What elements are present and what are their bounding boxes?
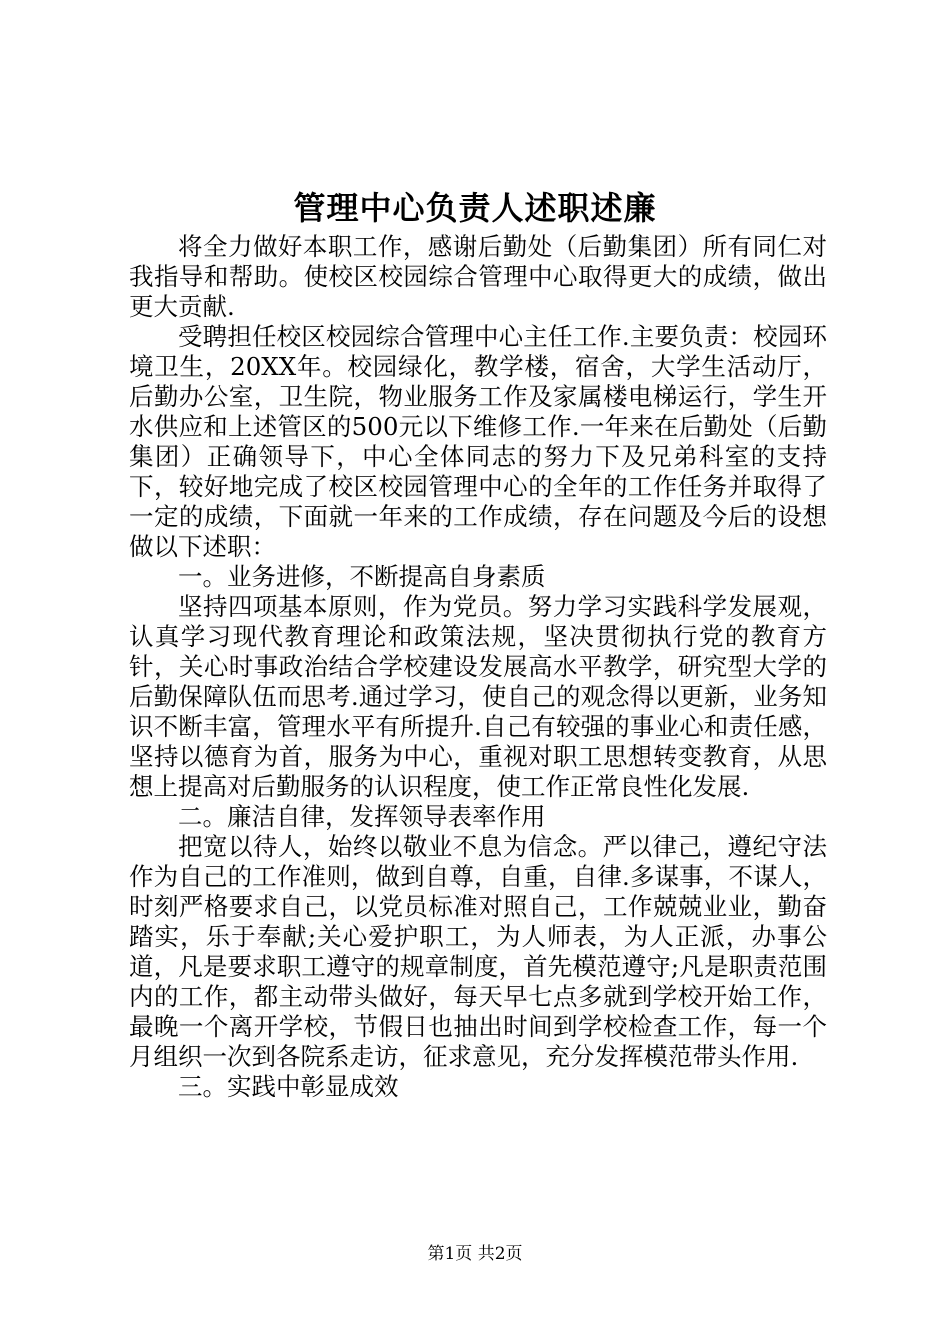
page-title: 管理中心负责人述职述廉 — [293, 189, 657, 227]
document-body — [129, 232, 827, 1102]
section-heading-1: 一。业务进修，不断提高自身素质 — [178, 562, 546, 591]
paragraph-integrity: 把宽以待人，始终以敬业不息为信念。严以律己，遵纪守法作为自己的工作准则，做到自尊，自重，自律.多谋事，不谋人，时刻严格要求自己，以党员标准对照自己，工作兢兢业业，勤奋踏实，乐于奉献;关心爱护职工，为人师表，为人正派，办事公道，凡是要求职工遵守的规章制度，首先模范遵守;凡是职责范围内的工作，都主动带头做好，每天早七点多就到学校开始工作，最晚一个离开学校，节假日也抽出时间到学校检查工作，每一个月组织一次到各院系走访，征求意见，充分发挥模范带头作用. — [129, 832, 827, 1071]
paragraph-duties: 受聘担任校区校园综合管理中心主任工作.主要负责：校园环境卫生，20XX年。校园绿化，教学楼，宿舍，大学生活动厅，后勤办公室，卫生院，物业服务工作及家属楼电梯运行，学生开水供应和上述管区的500元以下维修工作.一年来在后勤处（后勤集团）正确领导下，中心全体同志的努力下及兄弟科室的支持下，较好地完成了校区校园管理中心的全年的工作任务并取得了一定的成绩，下面就一年来的工作成绩，存在问题及今后的设想做以下述职： — [129, 322, 827, 561]
section-heading-3: 三。实践中彰显成效 — [178, 1072, 399, 1101]
paragraph-study: 坚持四项基本原则，作为党员。努力学习实践科学发展观，认真学习现代教育理论和政策法规，坚决贯彻执行党的教育方针，关心时事政治结合学校建设发展高水平教学，研究型大学的后勤保障队伍而思考.通过学习，使自己的观念得以更新，业务知识不断丰富，管理水平有所提升.自己有较强的事业心和责任感，坚持以德育为首，服务为中心，重视对职工思想转变教育，从思想上提高对后勤服务的认识程度，使工作正常良性化发展. — [129, 592, 827, 801]
section-heading-2: 二。廉洁自律，发挥领导表率作用 — [178, 802, 546, 831]
page-footer: 第1页 共2页 — [427, 1244, 523, 1264]
paragraph-intro: 将全力做好本职工作，感谢后勤处（后勤集团）所有同仁对我指导和帮助。使校区校园综合管理中心取得更大的成绩，做出更大贡献. — [129, 232, 827, 321]
